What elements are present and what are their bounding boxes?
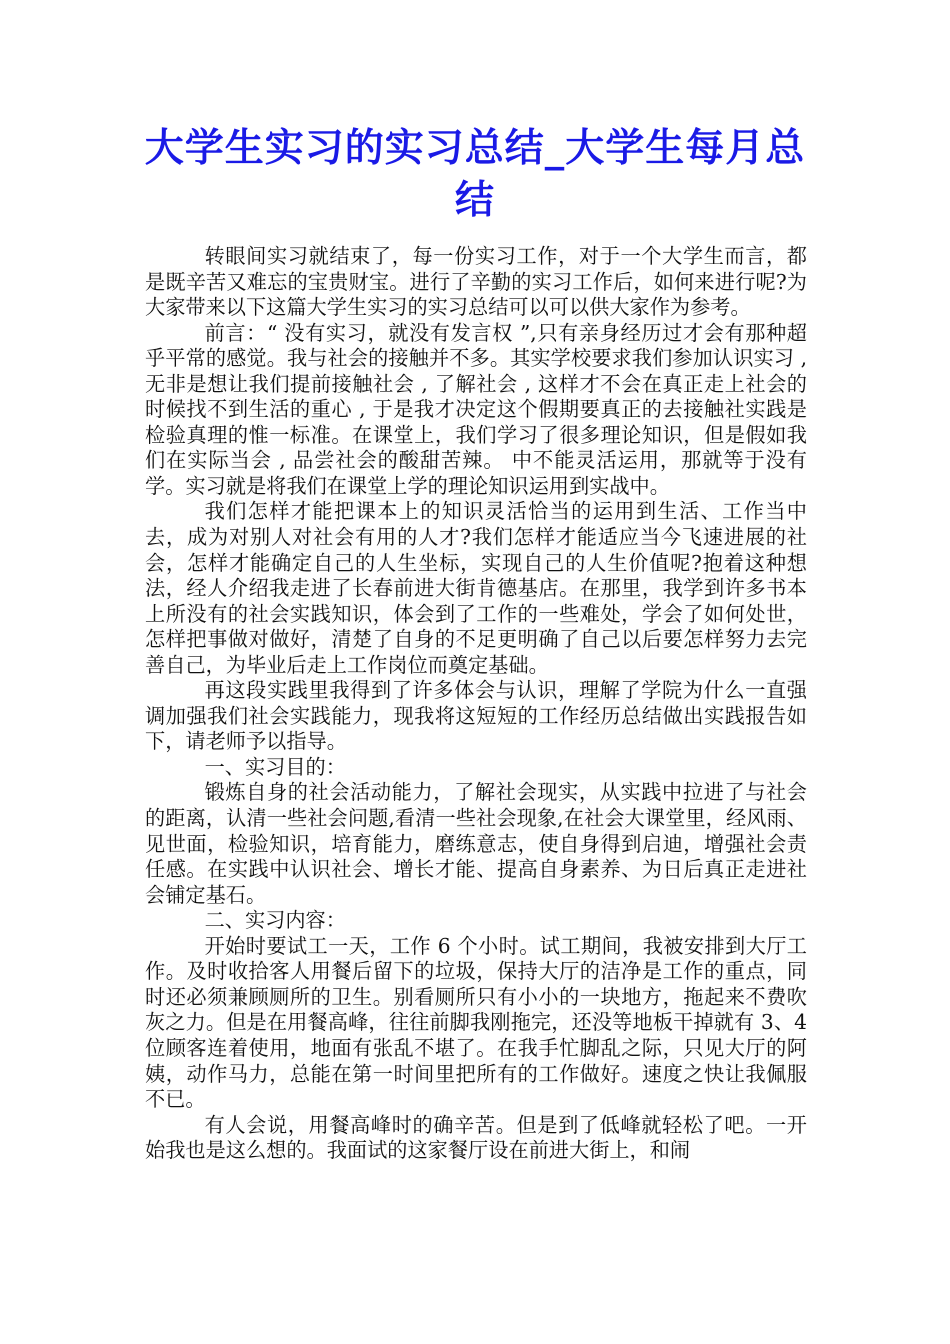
section-heading-purpose: 一、实习目的：	[204, 754, 346, 779]
document-title: 大学生实习的实习总结_大学生每月总结	[144, 125, 806, 223]
paragraph-intro: 转眼间实习就结束了，每一份实习工作，对于一个大学生而言，都是既辛苦又难忘的宝贵财宝。进行了辛勤的实习工作后，如何来进行呢?为大家带来以下这篇大学生实习的实习总结可以可以供大家作为参考。	[145, 244, 807, 320]
paragraph-purpose: 锻炼自身的社会活动能力，了解社会现实，从实践中拉进了与社会的距离，认清一些社会问题,看清一些社会现象,在社会大课堂里，经风雨、见世面，检验知识，培育能力，磨练意志，使自身得到启迪，增强社会责任感。在实践中认识社会、增长才能、提高自身素养、为日后真正走进社会铺定基石。	[145, 780, 807, 907]
paragraph-report-intro: 再这段实践里我得到了许多体会与认识，理解了学院为什么一直强调加强我们社会实践能力，现我将这短短的工作经历总结做出实践报告如下，请老师予以指导。	[145, 678, 807, 754]
section-heading-content: 二、实习内容：	[204, 908, 346, 933]
paragraph-motivation: 我们怎样才能把课本上的知识灵活恰当的运用到生活、工作当中去，成为对别人对社会有用的人才?我们怎样才能适应当今飞速进展的社会，怎样才能确定自己的人生坐标，实现自己的人生价值呢?抱着这种想法，经人介绍我走进了长春前进大街肯德基店。在那里，我学到许多书本上所没有的社会实践知识，体会到了工作的一些难处，学会了如何处世，怎样把事做对做好，清楚了自身的不足更明确了自己以后要怎样努力去完善自己，为毕业后走上工作岗位而奠定基础。	[145, 499, 807, 677]
paragraph-continuation: 有人会说，用餐高峰时的确辛苦。但是到了低峰就轻松了吧。一开始我也是这么想的。我面试的这家餐厅设在前进大街上，和闹	[145, 1112, 807, 1163]
document-body	[145, 244, 807, 1164]
paragraph-preface: 前言：“ 没有实习，就没有发言权 ”,只有亲身经历过才会有那种超乎平常的感觉。我与社会的接触并不多。其实学校要求我们参加认识实习 , 无非是想让我们提前接触社会 , 了解社会 , 这样才不会在真正走上社会的时候找不到生活的重心 , 于是我才决定这个假期要真正的去接触社实践是检验真理的惟一标准。在课堂上，我们学习了很多理论知识，但是假如我们在实际当会 , 品尝社会的酸甜苦辣。 中不能灵活运用，那就等于没有学。实习就是将我们在课堂上学的理论知识运用到实战中。	[145, 320, 807, 498]
paragraph-content: 开始时要试工一天，工作 6 个小时。试工期间，我被安排到大厅工作。及时收拾客人用餐后留下的垃圾，保持大厅的洁净是工作的重点，同时还必须兼顾厕所的卫生。别看厕所只有小小的一块地方，拖起来不费吹灰之力。但是在用餐高峰，往往前脚我刚拖完，还没等地板干掉就有 3、4 位顾客连着使用，地面有张乱不堪了。在我手忙脚乱之际，只见大厅的阿姨，动作马力，总能在第一时间里把所有的工作做好。速度之快让我佩服不已。	[145, 933, 807, 1112]
